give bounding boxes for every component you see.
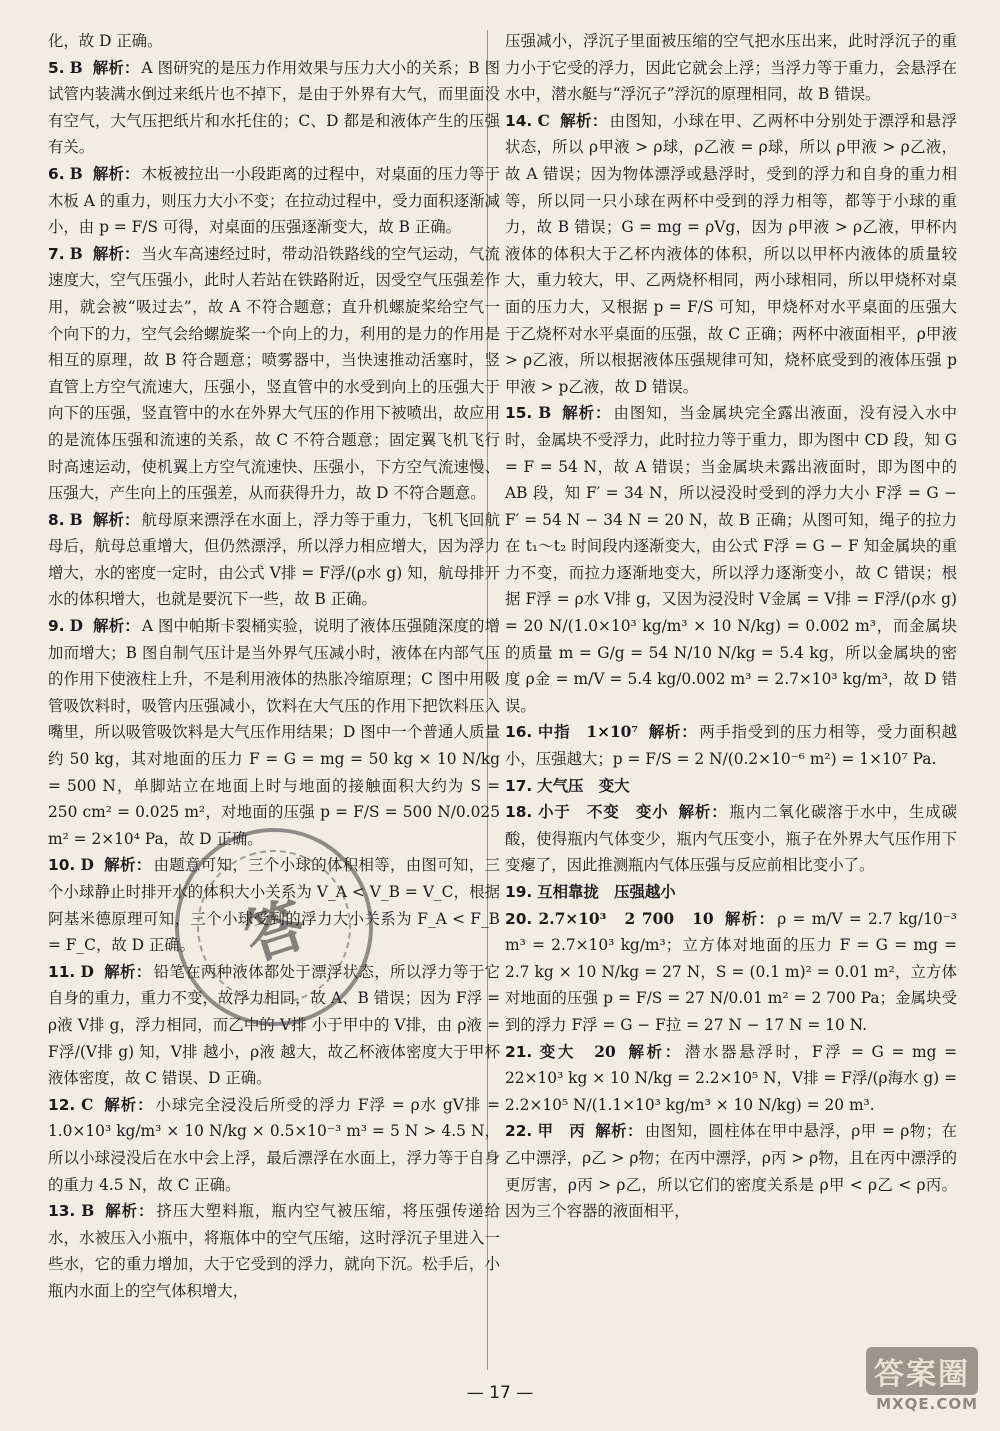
answer: 互相靠拢 压强越小 xyxy=(537,883,676,901)
answer: B xyxy=(69,510,83,529)
analysis-label: 解析： xyxy=(92,244,140,263)
question-number: 16. xyxy=(505,723,533,742)
answer-item xyxy=(505,906,957,1039)
analysis-label: 解析： xyxy=(104,1202,155,1221)
analysis-text: 挤压大塑料瓶，瓶内空气被压缩，将压强传递给水，水被压入小瓶中，将瓶体中的空气压缩，这时浮沉子里进入一些水，它的重力增加，大于它受到的浮力，就向下沉。松手后，小瓶内水面上的空气体积增大， xyxy=(48,1202,500,1300)
question-number: 12. xyxy=(48,1095,76,1114)
analysis-text: A 图中帕斯卡裂桶实验，说明了液体压强随深度的增加而增大；B 图自制气压计是当外界气压减小时，液体在内部气压的作用下使液柱上升，不是利用液体的热胀冷缩原理；C 图中用吸管吸饮料时，吸管内压强减小，饮料在大气压的作用下把饮料压入嘴里，所以吸管吸饮料是大气压作用结果；D 图中一个普通人质量约 50 kg，其对地面的压力 F = G = mg = 50 kg × 10 N/kg = 500 N，单脚站立在地面上时与地面的接触面积大约为 S = 250 cm² = 0.025 m²，对地面的压强 p = F/S = 500 N/0.025 m² = 2×10⁴ Pa，故 D 正确。 xyxy=(48,617,500,848)
answer-item xyxy=(505,1118,957,1224)
answer-item xyxy=(48,1198,500,1304)
question-number: 15. xyxy=(505,404,533,423)
analysis-label: 解析： xyxy=(92,58,140,77)
answer-item xyxy=(505,719,957,772)
analysis-text: 当火车高速经过时，带动沿铁路线的空气运动，气流速度大，空气压强小，此时人若站在铁路附近，因受空气压强差作用，就会被“吸过去”，故 A 不符合题意；直升机螺旋桨给空气一个向下的力，空气会给螺旋桨一个向上的力，利用的是力的作用是相互的原理，故 B 符合题意；喷雾器中，当快速推动活塞时，竖直管上方空气流速大，压强小，竖直管中的水受到向上的压强大于向下的压强，竖直管中的水在外界大气压的作用下被喷出，故应用的是流体压强和流速的关系，故 C 不符合题意；固定翼飞机飞行时高速运动，使机翼上方空气流速快、压强小，下方空气流速慢、压强大，产生向上的压强差，从而获得升力，故 D 不符合题意。 xyxy=(48,244,500,503)
analysis-text: 铅笔在两种液体都处于漂浮状态，所以浮力等于它自身的重力，重力不变，故浮力相同，故 A、B 错误；因为 F浮 = ρ液 V排 g，浮力相同，而乙中的 V排 小于甲中的 V排，由 ρ液 = F浮/(V排 g) 知，V排 越小，ρ液 越大，故乙杯液体密度大于甲杯液体密度，故 C 错误、D 正确。 xyxy=(48,962,500,1088)
question-number: 6. xyxy=(48,164,65,183)
analysis-text: 由图知，圆柱体在甲中悬浮，ρ甲 = ρ物；在乙中漂浮，ρ乙 > ρ物；在丙中漂浮，ρ丙 > ρ物，且在丙中漂浮的更厉害，ρ丙 > ρ乙，所以它们的密度关系是 ρ甲 < ρ乙 < ρ丙。因为三个容器的液面相平， xyxy=(505,1122,957,1221)
question-number: 20. xyxy=(505,909,533,928)
answer: C xyxy=(537,111,550,130)
analysis-text: 两手指受到的压力相等，受力面积越小，压强越大；p = F/S = 2 N/(0.2×10⁻⁶ m²) = 1×10⁷ Pa. xyxy=(505,723,957,769)
stamp-inner-ring xyxy=(177,830,371,1024)
analysis-text: 由题意可知，三个小球的体积相等，由图可知，三个小球静止时排开水的体积大小关系为 V_A < V_B = V_C，根据阿基米德原理可知，三个小球受到的浮力大小关系为 F_A < F_B = F_C，故 D 正确。 xyxy=(48,856,500,955)
answer: B xyxy=(538,404,552,423)
answer: 变大 20 xyxy=(539,1042,616,1061)
question-number: 8. xyxy=(48,510,65,529)
question-number: 17. xyxy=(505,776,533,795)
question-number: 5. xyxy=(48,58,65,77)
question-number: 10. xyxy=(48,856,76,875)
answer-item xyxy=(505,400,957,719)
answer: 2.7×10³ 2 700 10 xyxy=(538,909,714,928)
analysis-label: 解析： xyxy=(648,723,698,742)
watermark-logo xyxy=(866,1347,978,1413)
analysis-label: 解析： xyxy=(103,1095,154,1114)
analysis-text: 压强减小，浮沉子里面被压缩的空气把水压出来，此时浮沉子的重力小于它受的浮力，因此它就会上浮；当浮力等于重力，会悬浮在水中，潜水艇与“浮沉子”浮沉的原理相同，故 B 错误。 xyxy=(505,32,957,104)
answer: 甲 丙 xyxy=(537,1122,586,1141)
question-number: 7. xyxy=(48,244,65,263)
analysis-label: 解析： xyxy=(625,1042,683,1061)
answer: D xyxy=(69,617,83,636)
left-column xyxy=(48,28,500,1305)
watermark-url: MXQE.COM xyxy=(876,1395,978,1413)
continuation-text xyxy=(48,28,500,55)
answer-item xyxy=(48,241,500,507)
answer: B xyxy=(69,244,83,263)
answer-item xyxy=(505,799,957,879)
answer: C xyxy=(81,1095,94,1114)
analysis-label: 解析： xyxy=(92,510,140,529)
answer: D xyxy=(80,962,94,981)
answer-item xyxy=(505,108,957,401)
analysis-label: 解析： xyxy=(92,617,140,636)
question-number: 13. xyxy=(48,1202,76,1221)
analysis-label: 解析： xyxy=(103,856,152,875)
answer-item xyxy=(48,55,500,161)
analysis-text: 由图知，当金属块完全露出液面，没有浸入水中时，金属块不受浮力，此时拉力等于重力，即为图中 CD 段，知 G = F = 54 N，故 A 错误；当金属块未露出液面时，即为图中的 AB 段，知 F′ = 34 N，所以浸没时受到的浮力大小 F浮 = G − F′ = 54 N − 34 N = 20 N，故 B 正确；从图可知，绳子的拉力在 t₁～t₂ 时间段内逐渐变大，由公式 F浮 = G − F 知金属块的重力不变，而拉力逐渐地变大，所以浮力逐渐变小，故 C 错误；根据 F浮 = ρ水 V排 g，又因为浸没时 V金属 = V排 = F浮/(ρ水 g) = 20 N/(1.0×10³ kg/m³ × 10 N/kg) = 0.002 m³，而金属块的质量 m = G/g = 54 N/10 N/kg = 5.4 kg，所以金属块的密度 ρ金 = m/V = 5.4 kg/0.002 m³ = 2.7×10³ kg/m³，故 D 错误。 xyxy=(505,404,957,715)
analysis-label: 解析： xyxy=(561,404,612,423)
analysis-text: 航母原来漂浮在水面上，浮力等于重力，飞机飞回航母后，航母总重增大，但仍然漂浮，所以浮力相应增大，因为浮力增大，水的密度一定时，由公式 V排 = F浮/(ρ水 g) 知，航母排开水的体积增大，也就是要沉下一些，故 B 正确。 xyxy=(48,510,500,609)
analysis-label: 解析： xyxy=(559,111,608,130)
right-column xyxy=(505,28,957,1225)
question-number: 21. xyxy=(505,1042,533,1061)
analysis-text: ρ = m/V = 2.7 kg/10⁻³ m³ = 2.7×10³ kg/m³；立方体对地面的压力 F = G = mg = 2.7 kg × 10 N/kg = 27 N，S = (0.1 m)² = 0.01 m²，立方体对地面的压强 p = F/S = 27 N/0.01 m² = 2 700 Pa；金属块受到的浮力 F浮 = G − F拉 = 27 N − 17 N = 10 N. xyxy=(505,909,957,1034)
page-number: — 17 — xyxy=(466,1383,534,1403)
analysis-label: 解析： xyxy=(678,803,728,822)
analysis-label: 解析： xyxy=(723,909,776,928)
answer-item xyxy=(505,879,957,906)
answer: 中指 1×10⁷ xyxy=(537,723,639,742)
answer: B xyxy=(69,164,83,183)
question-number: 19. xyxy=(505,883,533,901)
answer: D xyxy=(80,856,94,875)
answer: B xyxy=(69,58,83,77)
analysis-text: 木板被拉出一小段距离的过程中，对桌面的压力等于木板 A 的重力，则压力大小不变；在拉动过程中，受力面积逐渐减小，由 p = F/S 可得，对桌面的压强逐渐变大，故 B 正确。 xyxy=(48,164,500,237)
question-number: 18. xyxy=(505,803,533,822)
analysis-label: 解析： xyxy=(595,1122,643,1141)
analysis-label: 解析： xyxy=(92,164,140,183)
analysis-text: 化，故 D 正确。 xyxy=(48,32,163,50)
question-number: 11. xyxy=(48,962,76,981)
answer: 大气压 变大 xyxy=(537,776,630,795)
answer-item xyxy=(48,1092,500,1198)
analysis-text: 瓶内二氧化碳溶于水中，生成碳酸，使得瓶内气体变少，瓶内气压变小，瓶子在外界大气压作用下变瘪了，因此推测瓶内气体压强与反应前相比变小了。 xyxy=(505,803,957,875)
question-number: 14. xyxy=(505,111,533,130)
analysis-label: 解析： xyxy=(103,962,152,981)
question-number: 22. xyxy=(505,1122,533,1141)
answer-item xyxy=(48,507,500,613)
continuation-text xyxy=(505,28,957,108)
answer-item xyxy=(505,773,957,800)
answer: B xyxy=(81,1202,95,1221)
analysis-text: A 图研究的是压力作用效果与压力大小的关系；B 图试管内装满水倒过来纸片也不掉下，是由于外界有大气，而里面没有空气，大气压把纸片和水托住的；C、D 都是和液体产生的压强有关。 xyxy=(48,58,500,157)
question-number: 9. xyxy=(48,617,65,636)
watermark-cn: 答案圈 xyxy=(866,1347,978,1395)
answer: 小于 不变 变小 xyxy=(538,803,669,822)
analysis-text: 小球完全浸没后所受的浮力 F浮 = ρ水 gV排 = 1.0×10³ kg/m³ × 10 N/kg × 0.5×10⁻³ m³ = 5 N > 4.5 N，所以小球浸没后在水中会上浮，最后漂浮在水面上，浮力等于自身的重力 4.5 N，故 C 正确。 xyxy=(48,1095,500,1194)
analysis-text: 由图知，小球在甲、乙两杯中分别处于漂浮和悬浮状态，所以 ρ甲液 > ρ球，ρ乙液 = ρ球，所以 ρ甲液 > ρ乙液，故 A 错误；因为物体漂浮或悬浮时，受到的浮力和自身的重力相等，所以同一只小球在两杯中受到的浮力相等，都等于小球的重力，故 B 错误；G = mg = ρVg，因为 ρ甲液 > ρ乙液，甲杯内液体的体积大于乙杯内液体的体积，所以以甲杯内液体的质量较大，重力较大，甲、乙两烧杯相同，两小球相同，所以甲烧杯对桌面的压力大，又根据 p = F/S 可知，甲烧杯对水平桌面的压强大于乙烧杯对水平桌面的压强，故 C 正确；两杯中液面相平，ρ甲液 > ρ乙液，所以根据液体压强规律可知，烧杯底受到的液体压强 p甲液 > p乙液，故 D 错误。 xyxy=(505,111,957,396)
analysis-text: 潜水器悬浮时，F浮 = G = mg = 22×10³ kg × 10 N/kg = 2.2×10⁵ N，V排 = F浮/(ρ海水 g) = 2.2×10⁵ N/(1.1×10³ kg/m³ × 10 N/kg) = 20 m³. xyxy=(505,1042,957,1114)
answer-item xyxy=(48,613,500,852)
stamp-text: 答 xyxy=(236,889,315,975)
answer-item xyxy=(505,1039,957,1119)
answer-item xyxy=(48,161,500,241)
